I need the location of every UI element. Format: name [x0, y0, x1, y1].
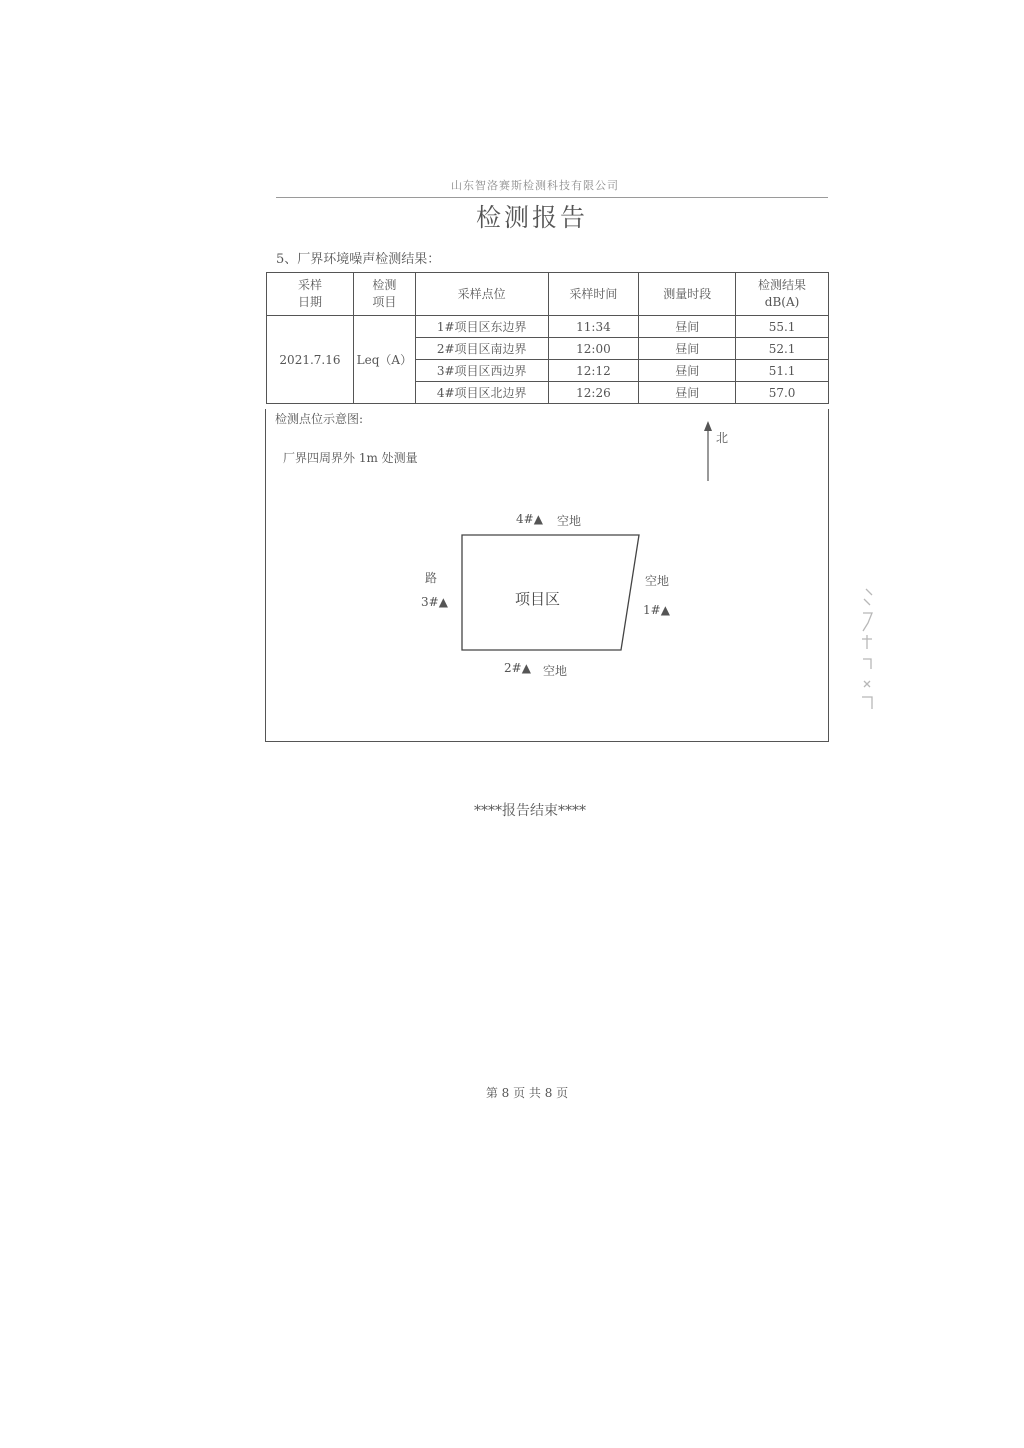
cell-result: 51.1: [736, 360, 829, 382]
cell-date: 2021.7.16: [267, 316, 354, 404]
table-row: [267, 316, 829, 338]
measurement-note: 厂界四周界外 1m 处测量: [283, 451, 418, 465]
cell-period: 昼间: [639, 338, 736, 360]
seal-fragment: [858, 585, 876, 715]
monitoring-point-diagram: [265, 409, 829, 742]
vacant-land-east: 空地: [645, 574, 670, 588]
header-sampling-date: 采样 日期: [267, 273, 354, 316]
header-result: 检测结果 dB(A): [736, 273, 829, 316]
cell-location: 2#项目区南边界: [415, 338, 548, 360]
point-3-marker: 3#▲: [421, 595, 448, 609]
cell-result: 55.1: [736, 316, 829, 338]
north-arrow-icon: [704, 421, 712, 431]
header-period: 测量时段: [639, 273, 736, 316]
diagram-heading: 检测点位示意图:: [275, 412, 364, 426]
cell-location: 3#项目区西边界: [415, 360, 548, 382]
north-label: 北: [716, 431, 729, 445]
cell-result: 52.1: [736, 338, 829, 360]
cell-time: 12:26: [548, 382, 639, 404]
report-end-mark: ****报告结束****: [474, 803, 586, 819]
cell-result: 57.0: [736, 382, 829, 404]
report-title: 检测报告: [475, 203, 588, 232]
cell-location: 4#项目区北边界: [415, 382, 548, 404]
cell-time: 12:00: [548, 338, 639, 360]
project-area-label: 项目区: [515, 590, 561, 608]
cell-period: 昼间: [639, 316, 736, 338]
vacant-land-north: 空地: [557, 514, 582, 528]
header-test-item: 检测 项目: [353, 273, 415, 316]
vacant-land-south: 空地: [543, 664, 568, 678]
page-number: 第 8 页 共 8 页: [485, 1086, 569, 1100]
cell-period: 昼间: [639, 382, 736, 404]
point-2-marker: 2#▲: [504, 661, 531, 675]
road-label: 路: [425, 571, 438, 585]
header-time: 采样时间: [548, 273, 639, 316]
cell-time: 12:12: [548, 360, 639, 382]
point-4-marker: 4#▲: [516, 512, 543, 526]
table-header-row: [267, 273, 829, 316]
header-location: 采样点位: [415, 273, 548, 316]
cell-time: 11:34: [548, 316, 639, 338]
cell-location: 1#项目区东边界: [415, 316, 548, 338]
cell-item: Leq（A）: [353, 316, 415, 404]
cell-period: 昼间: [639, 360, 736, 382]
company-name: 山东智洛赛斯检测科技有限公司: [451, 179, 619, 192]
point-1-marker: 1#▲: [643, 603, 670, 617]
section-heading: 5、厂界环境噪声检测结果：: [276, 252, 441, 267]
noise-results-table: [266, 272, 829, 404]
site-sketch: [266, 409, 828, 741]
